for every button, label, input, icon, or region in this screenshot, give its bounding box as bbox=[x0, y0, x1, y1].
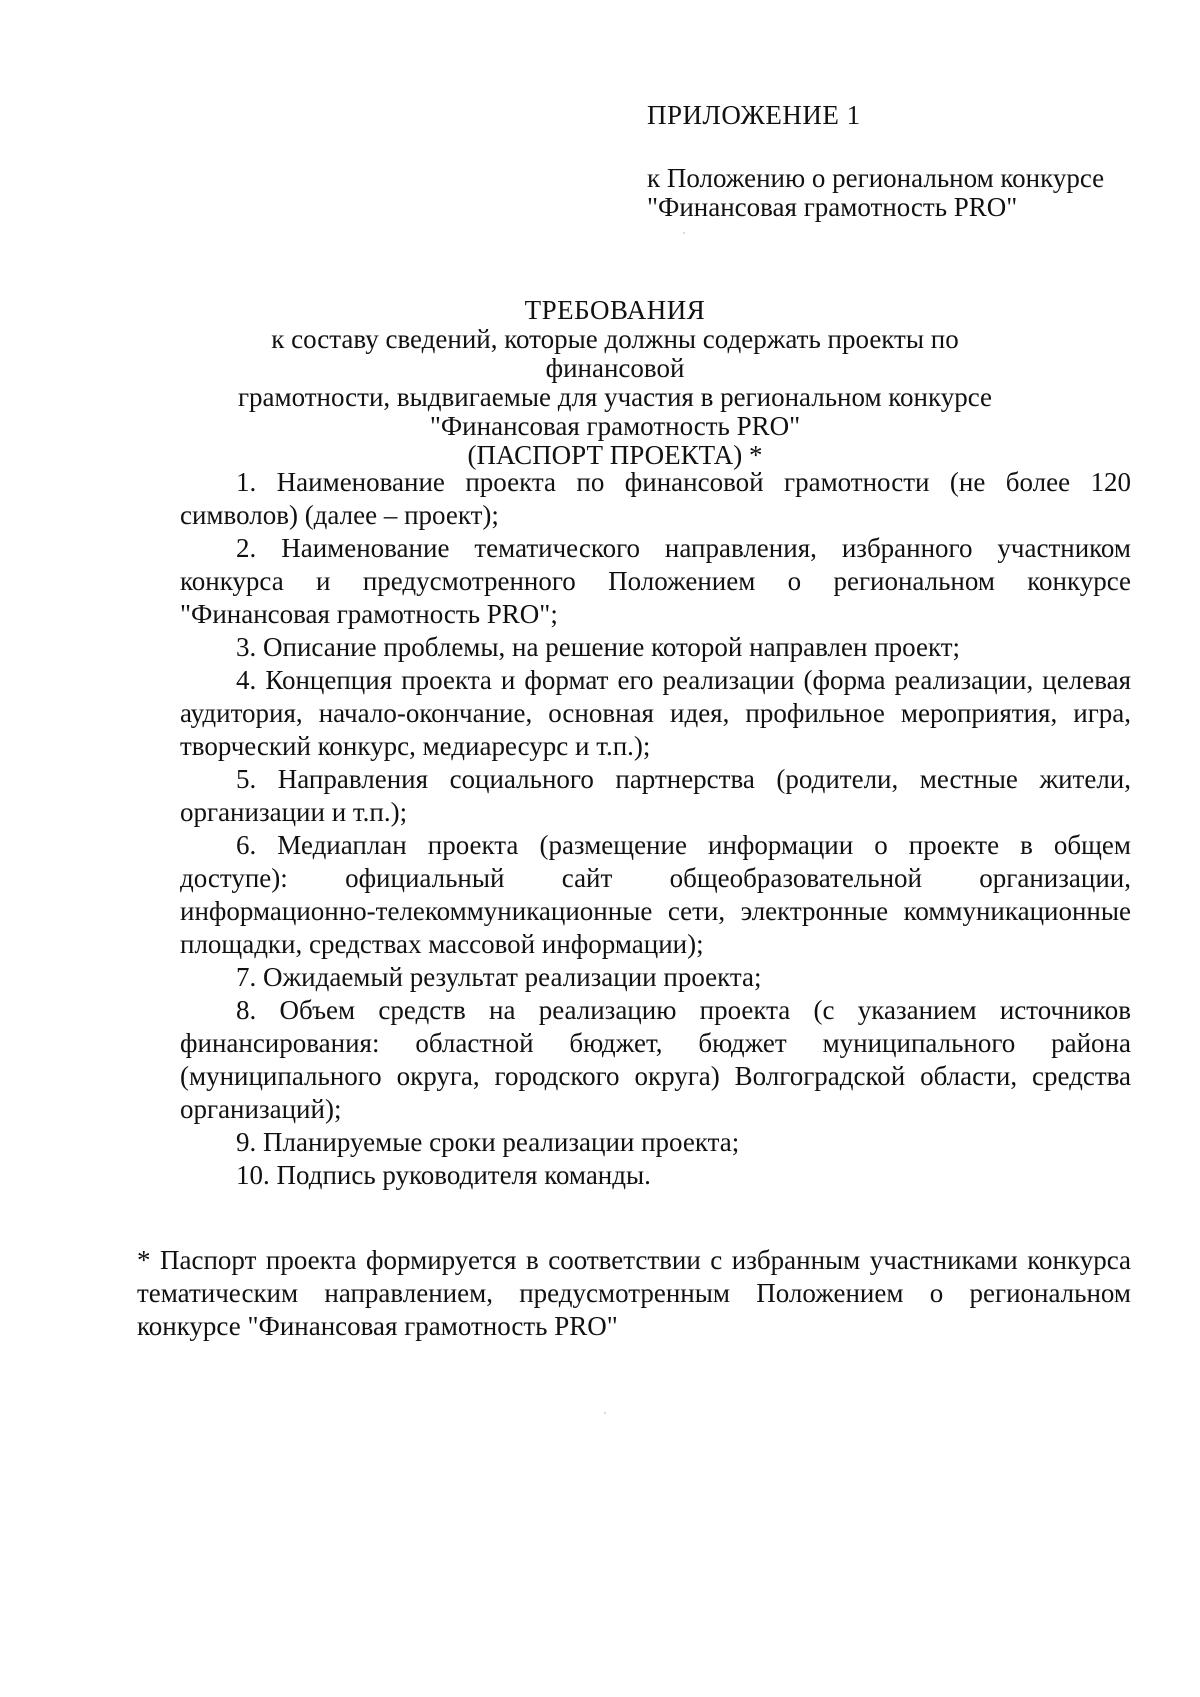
appendix-reference-line: к Положению о региональном конкурсе bbox=[647, 163, 1105, 193]
footnote: * Паспорт проекта формируется в соответствии с избранным участниками конкурса тематическим направлением, предусмотренным Положением о региональном конкурсе "Финансовая грамотность PRO" bbox=[137, 1245, 1131, 1341]
list-item: 10. Подпись руководителя команды. bbox=[236, 1160, 651, 1190]
heading-subtitle-line: "Финансовая грамотность PRO" bbox=[429, 411, 801, 441]
appendix-reference-line: "Финансовая грамотность PRO" bbox=[647, 192, 1018, 222]
list-item: 9. Планируемые сроки реализации проекта; bbox=[236, 1127, 740, 1157]
heading-title: ТРЕБОВАНИЯ bbox=[524, 295, 706, 325]
scan-speck bbox=[604, 1412, 606, 1414]
heading-subtitle-line: грамотности, выдвигаемые для участия в региональном конкурсе bbox=[237, 382, 993, 412]
list-item: 4. Концепция проекта и формат его реализации (форма реализации, целевая аудитория, начало-окончание, основная идея, профильное мероприятия, игра, творческий конкурс, медиаресурс и т.п.); bbox=[180, 665, 1131, 761]
appendix-title: ПРИЛОЖЕНИЕ 1 bbox=[647, 100, 861, 130]
requirements-list bbox=[180, 466, 1131, 1192]
list-item: 3. Описание проблемы, на решение которой направлен проект; bbox=[236, 632, 961, 662]
scan-speck bbox=[683, 232, 685, 234]
list-item: 8. Объем средств на реализацию проекта (с указанием источников финансирования: областной бюджет, бюджет муниципального района (муниципального округа, городского округа) Волгоградской области, средства организаций); bbox=[180, 995, 1131, 1124]
list-item: 6. Медиаплан проекта (размещение информации о проекте в общем доступе): официальный сайт общеобразовательной организации, информационно-телекоммуникационные сети, электронные коммуникационные площадки, средствах массовой информации); bbox=[180, 830, 1131, 959]
list-item: 7. Ожидаемый результат реализации проекта; bbox=[236, 962, 762, 992]
list-item: 5. Направления социального партнерства (родители, местные жители, организации и т.п.); bbox=[180, 764, 1131, 827]
heading-subtitle-line: (ПАСПОРТ ПРОЕКТА) * bbox=[467, 440, 763, 470]
document-heading bbox=[200, 296, 1030, 470]
heading-subtitle-line: к составу сведений, которые должны содержать проекты по финансовой bbox=[271, 324, 959, 383]
appendix-header bbox=[647, 100, 1147, 222]
list-item: 2. Наименование тематического направления, избранного участником конкурса и предусмотренного Положением о региональном конкурсе "Финансовая грамотность PRO"; bbox=[180, 533, 1131, 629]
list-item: 1. Наименование проекта по финансовой грамотности (не более 120 символов) (далее – проект); bbox=[180, 467, 1131, 530]
